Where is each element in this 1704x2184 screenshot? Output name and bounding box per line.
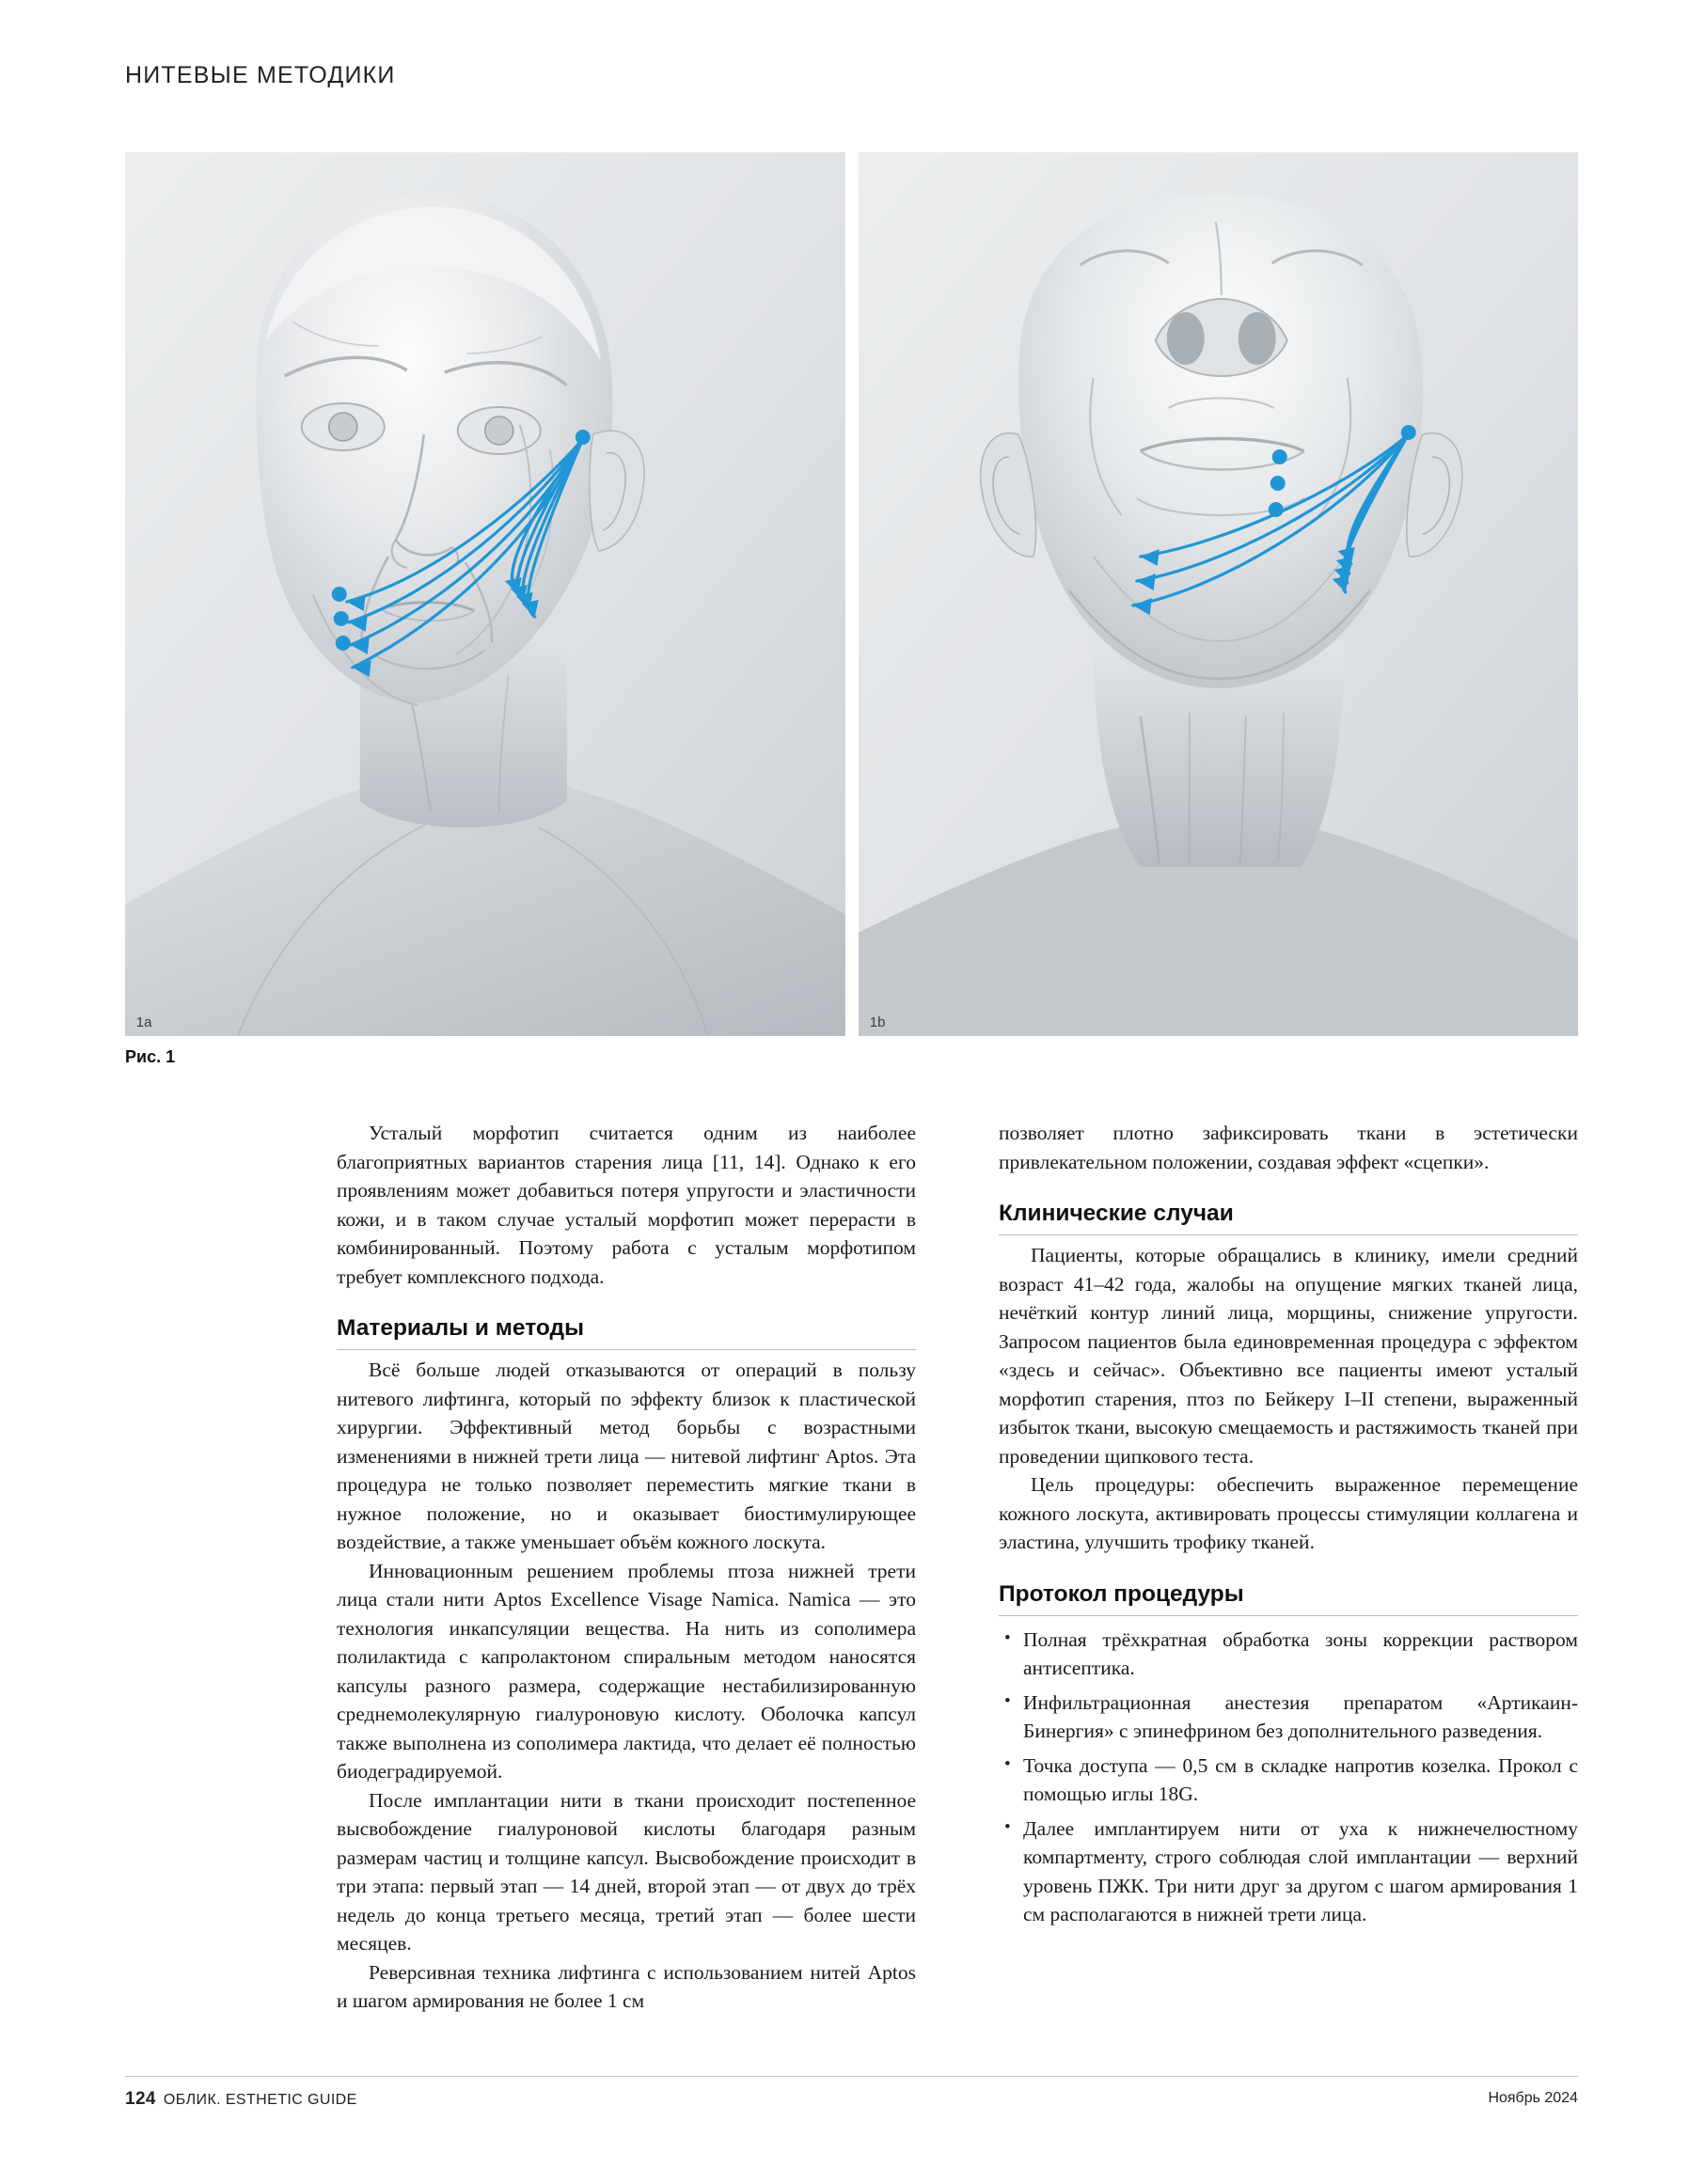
paragraph-continuation: позволяет плотно зафиксировать ткани в эстетически привлекательном положении, создавая эффект «сцепки».	[999, 1122, 1578, 1173]
head-illustration-chin-up	[859, 152, 1579, 1036]
paragraph-materials-4: Реверсивная техника лифтинга с использованием нитей Aptos и шагом армирования не более 1 см	[337, 1960, 916, 2012]
thread-entry-point	[576, 430, 591, 445]
figure-1	[125, 152, 1578, 1067]
figure-caption: Рис. 1	[125, 1047, 176, 1066]
paragraph-cases-2: Цель процедуры: обеспечить выраженное перемещение кожного лоскута, активировать процессы стимуляции коллагена и эластина, улучшить трофику тканей.	[999, 1473, 1578, 1553]
figure-label-1a: 1a	[135, 1014, 152, 1030]
right-column	[999, 1119, 1578, 2016]
list-item: • Полная трёхкратная обработка зоны коррекции раствором антисептика.	[999, 1626, 1578, 1683]
article-body	[337, 1119, 1578, 2016]
head-illustration-frontal	[125, 152, 845, 1036]
page-number: 124	[125, 2089, 156, 2109]
footer-left	[125, 2089, 357, 2110]
list-item: • Далее имплантируем нити от уха к нижнечелюстному компартменту, строго соблюдая слой имплантации — верхний уровень ПЖК. Три нити друг за другом с шагом армирования 1 см располагаются в нижней трети лица.	[999, 1815, 1578, 1929]
issue-date: Ноябрь 2024	[1488, 2090, 1578, 2106]
list-item: • Точка доступа — 0,5 см в складке напротив козелка. Прокол с помощью иглы 18G.	[999, 1752, 1578, 1809]
paragraph-materials-2: Инновационным решением проблемы птоза нижней трети лица стали нити Aptos Excellence Visage Namica. Namica — это технология инкапсуляции вещества. На нить из сополимера полилактида с капролактоном спиральным методом наносятся капсулы разного размера, содержащие нестабилизированную среднемолекулярную гиалуроновую кислоту. Оболочка капсул также выполнена из сополимера лактида, что делает её полностью биодеградируемой.	[337, 1559, 916, 1783]
left-column	[337, 1119, 916, 2016]
paragraph-intro: Усталый морфотип считается одним из наиболее благоприятных вариантов старения лица [11, 14]. Однако к его проявлениям может добавиться потеря упругости и эластичности кожи, и в таком случае усталый морфотип может перерасти в комбинированный. Поэтому работа с усталым морфотипом требует комплексного подхода.	[337, 1122, 916, 1288]
publication-title: ОБЛИК. ESTHETIC GUIDE	[163, 2092, 357, 2108]
paragraph-materials-1: Всё больше людей отказываются от операций в пользу нитевого лифтинга, который по эффекту близок к пластической хирургии. Эффективный метод борьбы с возрастными изменениями в нижней трети лица — нитевой лифтинг Aptos. Эта процедура не только позволяет переместить мягкие ткани в нужное положение, но и оказывает биостимулирующее воздействие, а также уменьшает объём кожного лоскута.	[337, 1359, 916, 1553]
figure-row	[125, 152, 1578, 1036]
figure-panel-1a	[125, 152, 845, 1036]
figure-panel-1b	[859, 152, 1579, 1036]
heading-procedure-protocol: Протокол процедуры	[999, 1581, 1578, 1616]
figure-label-1b: 1b	[869, 1014, 885, 1030]
list-item: • Инфильтрационная анестезия препаратом «Артикаин-Бинергия» с эпинефрином без дополнительного разведения.	[999, 1689, 1578, 1746]
footer-divider	[125, 2076, 1578, 2077]
protocol-list	[999, 1626, 1578, 1929]
paragraph-cases-1: Пациенты, которые обращались в клинику, имели средний возраст 41–42 года, жалобы на опущение мягких тканей лица, нечёткий контур линий лица, морщины, снижение упругости. Запросом пациентов была единовременная процедура с эффектом «здесь и сейчас». Объективно все пациенты имеют усталый морфотип старения, птоз по Бейкеру I–II степени, выраженный избыток ткани, высокую смещаемость и растяжимость тканей при проведении щипкового теста.	[999, 1244, 1578, 1468]
running-head: НИТЕВЫЕ МЕТОДИКИ	[125, 62, 396, 88]
heading-materials-and-methods: Материалы и методы	[337, 1315, 916, 1350]
paragraph-materials-3: После имплантации нити в ткани происходит постепенное высвобождение гиалуроновой кислоты благодаря разным размерам частиц и толщине капсул. Высвобождение происходит в три этапа: первый этап — 14 дней, второй этап — от двух до трёх недель до конца третьего месяца, третий этап — более шести месяцев.	[337, 1788, 916, 1955]
heading-clinical-cases: Клинические случаи	[999, 1201, 1578, 1235]
